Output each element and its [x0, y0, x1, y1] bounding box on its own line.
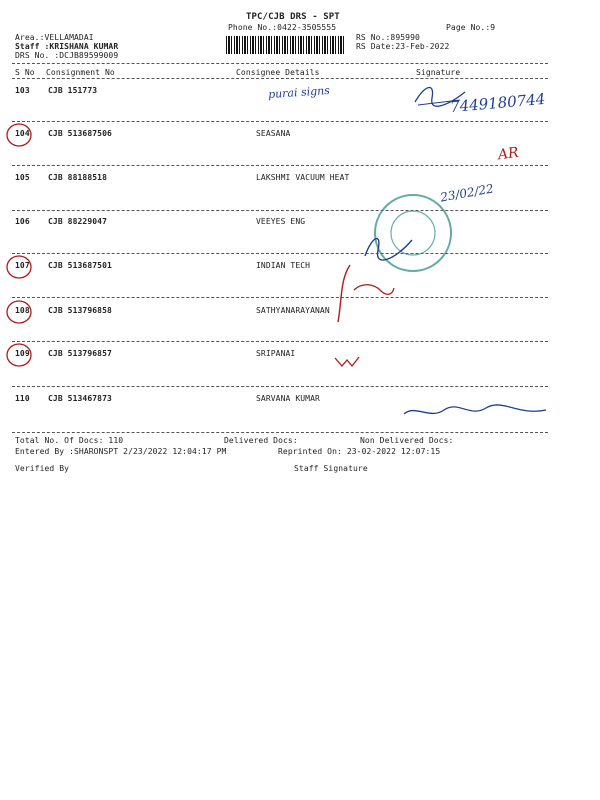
row-consignment: CJB 513467873 [48, 394, 112, 403]
circle-mark-108 [4, 297, 34, 327]
row-sno: 107 [15, 261, 30, 270]
area: Area.:VELLAMADAI [15, 33, 94, 42]
row-sno: 106 [15, 217, 30, 226]
row-consignment: CJB 88229047 [48, 217, 107, 226]
staff-signature-label: Staff Signature [294, 464, 368, 473]
header-separator-top [12, 63, 548, 64]
handwritten-note-105: AR [496, 144, 520, 164]
reprinted-on: Reprinted On: 23-02-2022 12:07:15 [278, 447, 441, 456]
row-consignee: SARVANA KUMAR [256, 394, 320, 403]
row-separator [12, 121, 548, 122]
row-consignment: CJB 151773 [48, 86, 98, 95]
circle-mark-109 [4, 340, 34, 370]
circle-mark-107 [4, 252, 34, 282]
row-consignment: CJB 513687501 [48, 261, 112, 270]
row-sno: 105 [15, 173, 30, 182]
col-consignee: Consignee Details [236, 68, 320, 77]
row-separator [12, 341, 548, 342]
rs-number: RS No.:895990 [356, 33, 420, 42]
signature-scribble-109 [332, 352, 362, 372]
col-sno: S No [15, 68, 35, 77]
signature-scribble-108 [330, 260, 400, 330]
row-sno: 110 [15, 394, 30, 403]
header-separator-bottom [12, 78, 548, 79]
row-sno: 103 [15, 86, 30, 95]
total-docs: Total No. Of Docs: 110 [15, 436, 124, 445]
staff-name: Staff :KRISHANA KUMAR [15, 42, 119, 51]
delivered-docs: Delivered Docs: [224, 436, 298, 445]
drs-number: DRS No. :DCJB89599009 [15, 51, 119, 60]
signature-scribble-103 [410, 80, 470, 110]
entered-by: Entered By :SHARONSPT 2/23/2022 12:04:17 PM [15, 447, 227, 456]
row-separator [12, 253, 548, 254]
non-delivered-docs: Non Delivered Docs: [360, 436, 454, 445]
row-consignee: SRIPANAI [256, 349, 296, 358]
circle-mark-104 [4, 120, 34, 150]
rs-date: RS Date:23-Feb-2022 [356, 42, 450, 51]
row-separator [12, 386, 548, 387]
handwritten-date-105: 23/02/22 [439, 181, 495, 205]
row-consignee: INDIAN TECH [256, 261, 311, 270]
row-consignment: CJB 513796857 [48, 349, 112, 358]
row-consignment: CJB 513687506 [48, 129, 112, 138]
document-title: TPC/CJB DRS - SPT [246, 12, 340, 22]
row-separator [12, 165, 548, 166]
row-consignment: CJB 88188518 [48, 173, 107, 182]
col-signature: Signature [416, 68, 461, 77]
row-consignee: SEASANA [256, 129, 291, 138]
row-consignment: CJB 513796858 [48, 306, 112, 315]
row-separator [12, 297, 548, 298]
row-separator [12, 210, 548, 211]
handwritten-phone-103: 7449180744 [449, 89, 547, 117]
phone-number: Phone No.:0422-3505555 [228, 23, 337, 32]
row-consignee: SATHYANARAYANAN [256, 306, 330, 315]
signature-scribble-110 [400, 398, 550, 424]
row-sno: 108 [15, 306, 30, 315]
row-separator [12, 432, 548, 433]
handwritten-name-103: purai signs [267, 83, 331, 102]
row-sno: 104 [15, 129, 30, 138]
col-consignment: Consignment No [46, 68, 115, 77]
page-number: Page No.:9 [446, 23, 496, 32]
verified-by: Verified By [15, 464, 70, 473]
row-consignee: LAKSHMI VACUUM HEAT [256, 173, 350, 182]
row-consignee: VEEYES ENG [256, 217, 306, 226]
row-sno: 109 [15, 349, 30, 358]
barcode [226, 36, 346, 54]
